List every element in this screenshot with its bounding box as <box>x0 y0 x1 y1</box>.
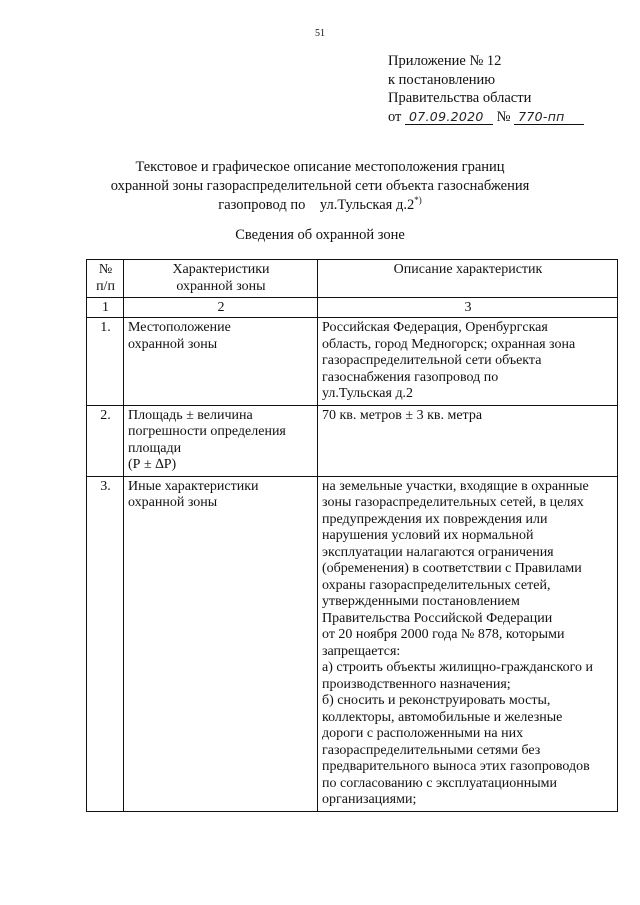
header-characteristics: Характеристики охранной зоны <box>124 260 318 298</box>
column-number-2: 2 <box>124 298 318 318</box>
appendix-block <box>388 52 618 126</box>
header-description: Описание характеристик <box>318 260 618 298</box>
appendix-date-line <box>388 108 618 127</box>
section-subtitle: Сведения об охранной зоне <box>235 227 405 243</box>
title-line-3 <box>60 196 580 215</box>
handwritten-number: 770-пп <box>514 110 584 125</box>
footnote-mark: *) <box>414 195 422 205</box>
number-prefix: № <box>496 108 511 125</box>
zone-info-table <box>86 259 618 812</box>
row-characteristic: Площадь ± величина погрешности определения площади (Р ± ∆Р) <box>124 405 318 476</box>
page-number: 51 <box>315 28 325 39</box>
table-row <box>87 476 618 811</box>
title-line-3-text: газопровод по ул.Тульская д.2 <box>218 197 415 213</box>
column-number-row <box>87 298 618 318</box>
row-characteristic: Иные характеристики охранной зоны <box>124 476 318 811</box>
column-number-1: 1 <box>87 298 124 318</box>
row-number: 3. <box>87 476 124 811</box>
header-number: № п/п <box>87 260 124 298</box>
row-number: 1. <box>87 318 124 406</box>
date-prefix: от <box>388 108 402 125</box>
appendix-line-government: Правительства области <box>388 90 532 106</box>
title-line-1: Текстовое и графическое описание местоположения границ <box>135 159 505 175</box>
document-title <box>60 158 580 215</box>
row-description: 70 кв. метров ± 3 кв. метра <box>318 405 618 476</box>
row-description: Российская Федерация, Оренбургская область, город Медногорск; охранная зона газораспределительной сети объекта газоснабжения газопровод по ул.Тульская д.2 <box>318 318 618 406</box>
row-description: на земельные участки, входящие в охранные зоны газораспределительных сетей, в целях предупреждения их повреждения или нарушения условий их нормальной эксплуатации налагаются ограничения (обременения) в соответствии с Правилами охраны газораспределительных сетей, утвержденными постановлением Правительства Российской Федерации от 20 ноября 2000 года № 878, которыми запрещается: а) строить объекты жилищно-гражданского и производственного назначения; б) сносить и реконструировать мосты, коллекторы, автомобильные и железные дороги с расположенными на них газораспределительными сетями без предварительного выноса этих газопроводов по согласованию с эксплуатационными организациями; <box>318 476 618 811</box>
handwritten-date: 07.09.2020 <box>405 110 493 125</box>
row-characteristic: Местоположение охранной зоны <box>124 318 318 406</box>
title-line-2: охранной зоны газораспределительной сети объекта газоснабжения <box>110 178 530 194</box>
table-row <box>87 405 618 476</box>
appendix-line-resolution: к постановлению <box>388 71 496 88</box>
column-number-3: 3 <box>318 298 618 318</box>
row-number: 2. <box>87 405 124 476</box>
table-header-row <box>87 260 618 298</box>
table-row <box>87 318 618 406</box>
appendix-title: Приложение № 12 <box>388 53 502 69</box>
